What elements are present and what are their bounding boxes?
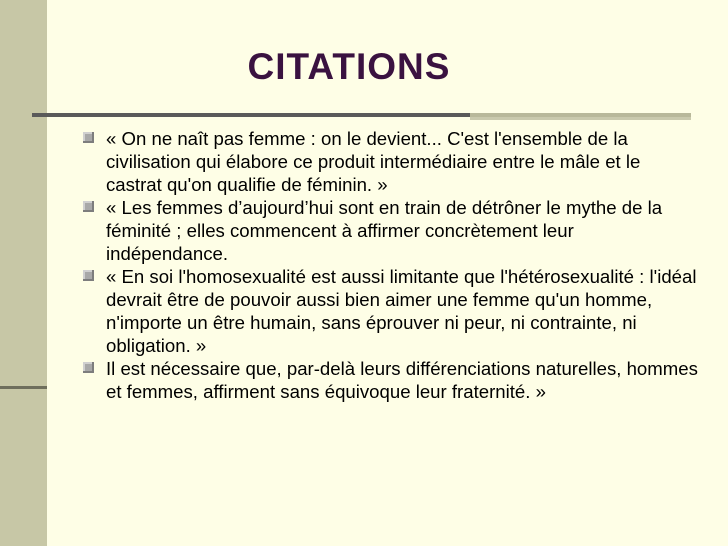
square-bullet-icon <box>83 362 94 373</box>
quote-item <box>80 196 700 265</box>
quote-item <box>80 265 700 357</box>
slide-title: CITATIONS <box>247 46 451 87</box>
quote-text: « Les femmes d’aujourd’hui sont en train de détrôner le mythe de la féminité ; elles commencent à affirmer concrètement leur indépendance. <box>106 197 663 264</box>
square-bullet-icon <box>83 201 94 212</box>
square-bullet-icon <box>83 132 94 143</box>
quote-list <box>80 127 700 403</box>
title-divider-accent-shadow <box>470 117 691 120</box>
quote-text: « En soi l'homosexualité est aussi limitante que l'hétérosexualité : l'idéal devrait être de pouvoir aussi bien aimer une femme qu'un homme, n'importe un être humain, sans éprouver ni peur, ni contrainte, ni obligation. » <box>106 266 697 356</box>
quote-item <box>80 127 700 196</box>
left-bar-divider <box>0 386 47 389</box>
quote-text: Il est nécessaire que, par-delà leurs différenciations naturelles, hommes et femmes, affirment sans équivoque leur fraternité. » <box>106 358 698 402</box>
quote-item <box>80 357 700 403</box>
square-bullet-icon <box>83 270 94 281</box>
quote-text: « On ne naît pas femme : on le devient... C'est l'ensemble de la civilisation qui élabore ce produit intermédiaire entre le mâle et le castrat qu'on qualifie de féminin. » <box>106 128 641 195</box>
